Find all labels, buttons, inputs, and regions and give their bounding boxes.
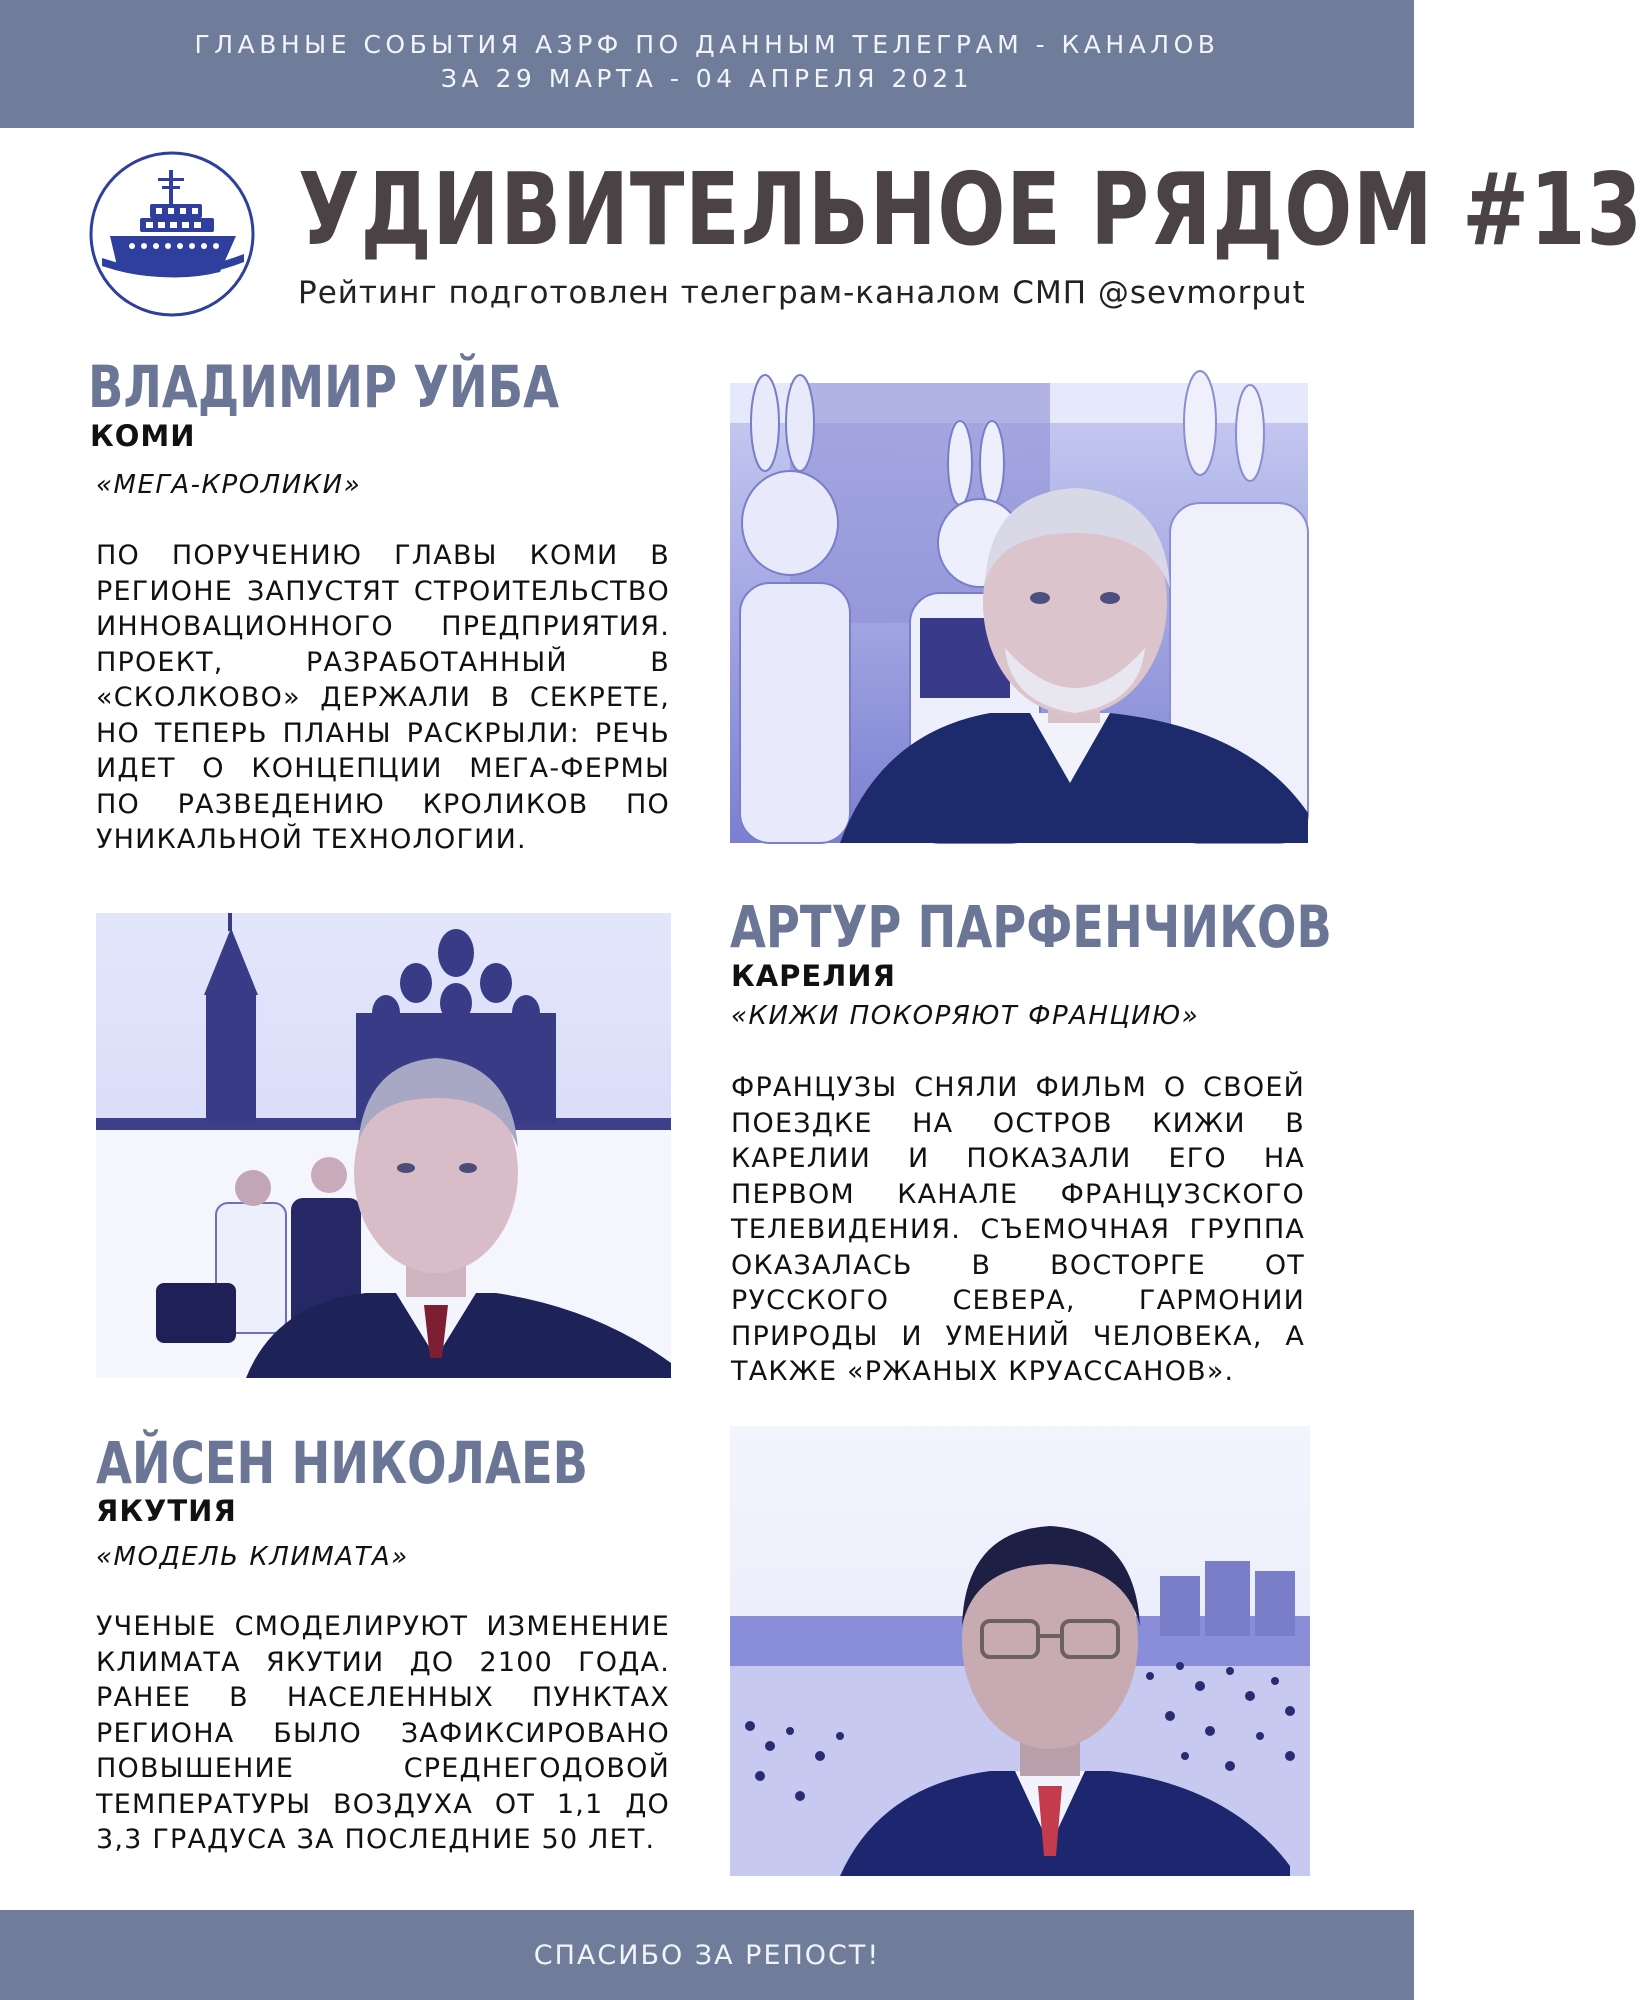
page-subtitle: Рейтинг подготовлен телеграм-каналом СМП @sevmorput xyxy=(298,275,1306,311)
article-2-name: АРТУР ПАРФЕНЧИКОВ xyxy=(730,893,1332,961)
article-3-name: АЙСЕН НИКОЛАЕВ xyxy=(96,1429,589,1497)
icebreaker-logo-icon xyxy=(88,150,256,318)
page-title: УДИВИТЕЛЬНОЕ РЯДОМ #13 xyxy=(298,151,1643,268)
article-1-name: ВЛАДИМИР УЙБА xyxy=(88,353,560,421)
footer-text: СПАСИБО ЗА РЕПОСТ! xyxy=(533,1940,881,1971)
article-3-headline: «МОДЕЛЬ КЛИМАТА» xyxy=(96,1542,409,1572)
header-line-1: ГЛАВНЫЕ СОБЫТИЯ АЗРФ ПО ДАННЫМ ТЕЛЕГРАМ - КАНАЛОВ xyxy=(194,30,1220,59)
article-1-photo xyxy=(730,383,1308,843)
article-2-region: КАРЕЛИЯ xyxy=(731,959,896,993)
article-2-body: ФРАНЦУЗЫ СНЯЛИ ФИЛЬМ О СВОЕЙ ПОЕЗДКЕ НА ОСТРОВ КИЖИ В КАРЕЛИИ И ПОКАЗАЛИ ЕГО НА ПЕРВОМ КАНАЛЕ ФРАНЦУЗСКОГО ТЕЛЕВИДЕНИЯ. СЪЕМОЧНАЯ ГРУППА ОКАЗАЛАСЬ В ВОСТОРГЕ ОТ РУССКОГО СЕВЕРА, ГАРМОНИИ ПРИРОДЫ И УМЕНИЙ ЧЕЛОВЕКА, А ТАКЖЕ «РЖАНЫХ КРУАССАНОВ». xyxy=(731,1072,1305,1387)
article-1-region: КОМИ xyxy=(90,419,196,453)
article-3-photo xyxy=(730,1426,1310,1876)
header-bar xyxy=(0,0,1414,128)
article-2-headline: «КИЖИ ПОКОРЯЮТ ФРАНЦИЮ» xyxy=(731,1001,1200,1031)
footer-bar xyxy=(0,1910,1414,2000)
article-2-photo xyxy=(96,913,671,1378)
article-3-region: ЯКУТИЯ xyxy=(96,1494,237,1528)
article-1-headline: «МЕГА-КРОЛИКИ» xyxy=(96,470,362,500)
article-3-body: УЧЕНЫЕ СМОДЕЛИРУЮТ ИЗМЕНЕНИЕ КЛИМАТА ЯКУТИИ ДО 2100 ГОДА. РАНЕЕ В НАСЕЛЕННЫХ ПУНКТАХ РЕГИОНА БЫЛО ЗАФИКСИРОВАНО ПОВЫШЕНИЕ СРЕДНЕГОДОВОЙ ТЕМПЕРАТУРЫ ВОЗДУХА ОТ 1,1 ДО 3,3 ГРАДУСА ЗА ПОСЛЕДНИЕ 50 ЛЕТ. xyxy=(96,1611,670,1855)
article-1-body: ПО ПОРУЧЕНИЮ ГЛАВЫ КОМИ В РЕГИОНЕ ЗАПУСТЯТ СТРОИТЕЛЬСТВО ИННОВАЦИОННОГО ПРЕДПРИЯТИЯ. ПРОЕКТ, РАЗРАБОТАННЫЙ В «СКОЛКОВО» ДЕРЖАЛИ В СЕКРЕТЕ, НО ТЕПЕРЬ ПЛАНЫ РАСКРЫЛИ: РЕЧЬ ИДЕТ О КОНЦЕПЦИИ МЕГА-ФЕРМЫ ПО РАЗВЕДЕНИЮ КРОЛИКОВ ПО УНИКАЛЬНОЙ ТЕХНОЛОГИИ. xyxy=(96,540,670,855)
header-line-2: ЗА 29 МАРТА - 04 АПРЕЛЯ 2021 xyxy=(440,64,974,93)
